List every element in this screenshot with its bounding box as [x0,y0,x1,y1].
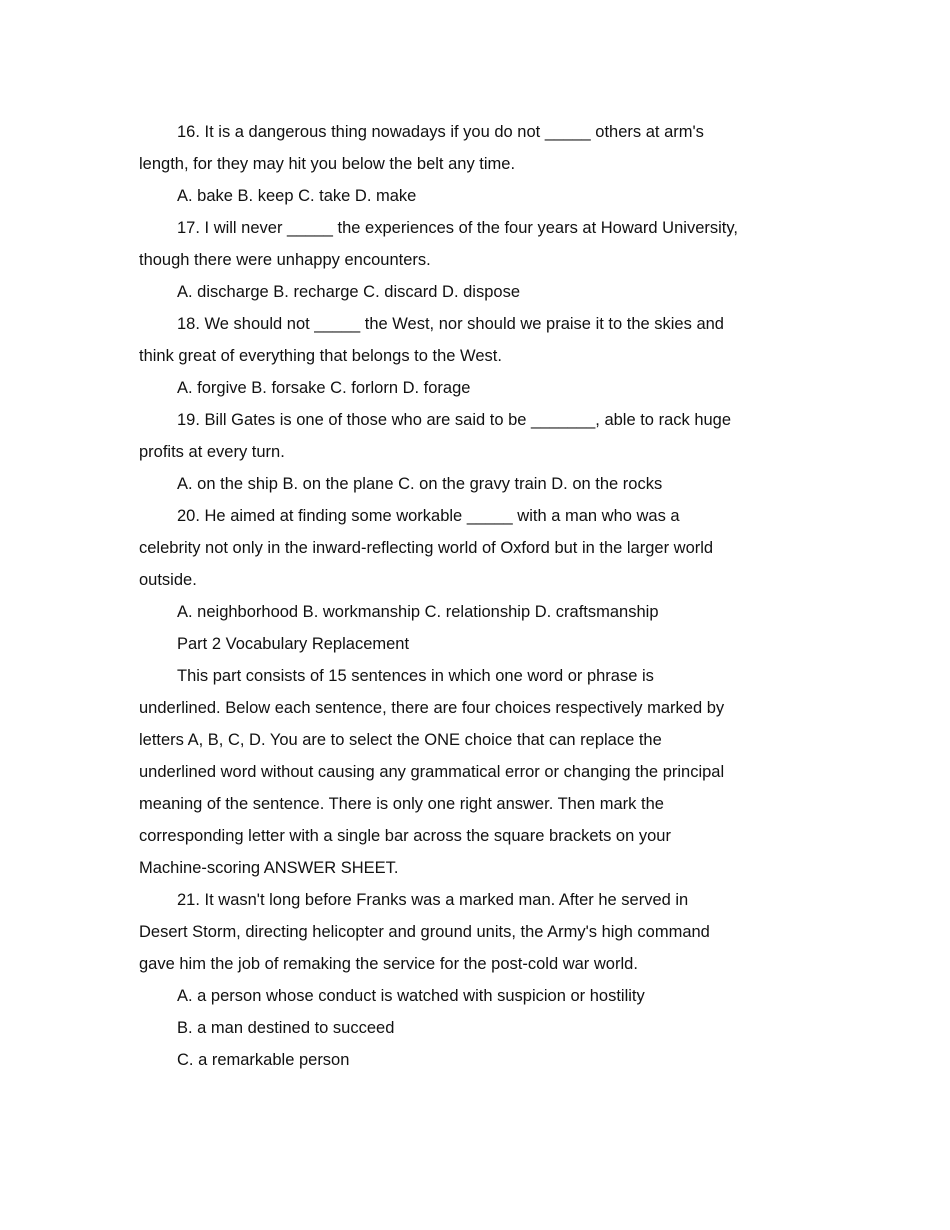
document-page [139,116,739,1076]
question-21-stem: 21. It wasn't long before Franks was a marked man. After he served in Desert Storm, directing helicopter and ground units, the Army's high command gave him the job of remaking the service for the post-cold war world. [139,891,710,973]
question-20-options: A. neighborhood B. workmanship C. relationship D. craftsmanship [177,603,659,621]
question-21-option-c: C. a remarkable person [177,1051,350,1069]
question-16-options: A. bake B. keep C. take D. make [177,187,417,205]
part2-heading: Part 2 Vocabulary Replacement [177,635,410,653]
question-19-stem: 19. Bill Gates is one of those who are said to be _______, able to rack huge profits at every turn. [139,411,732,461]
question-17-stem: 17. I will never _____ the experiences of the four years at Howard University, though there were unhappy encounters. [139,219,738,269]
question-21-option-b: B. a man destined to succeed [177,1019,395,1037]
question-18-stem: 18. We should not _____ the West, nor should we praise it to the skies and think great of everything that belongs to the West. [139,315,724,365]
part2-instructions: This part consists of 15 sentences in which one word or phrase is underlined. Below each sentence, there are four choices respectively marked by letters A, B, C, D. You are to select the ONE choice that can replace the underlined word without causing any grammatical error or changing the principal meaning of the sentence. There is only one right answer. Then mark the corresponding letter with a single bar across the square brackets on your Machine-scoring ANSWER SHEET. [139,667,725,877]
question-16-stem: 16. It is a dangerous thing nowadays if you do not _____ others at arm's length, for they may hit you below the belt any time. [139,123,704,173]
question-19-options: A. on the ship B. on the plane C. on the gravy train D. on the rocks [177,475,663,493]
question-20-stem: 20. He aimed at finding some workable _____ with a man who was a celebrity not only in the inward-reflecting world of Oxford but in the larger world outside. [139,507,714,589]
question-17-options: A. discharge B. recharge C. discard D. dispose [177,283,520,301]
question-18-options: A. forgive B. forsake C. forlorn D. forage [177,379,471,397]
question-21-option-a: A. a person whose conduct is watched with suspicion or hostility [177,987,645,1005]
